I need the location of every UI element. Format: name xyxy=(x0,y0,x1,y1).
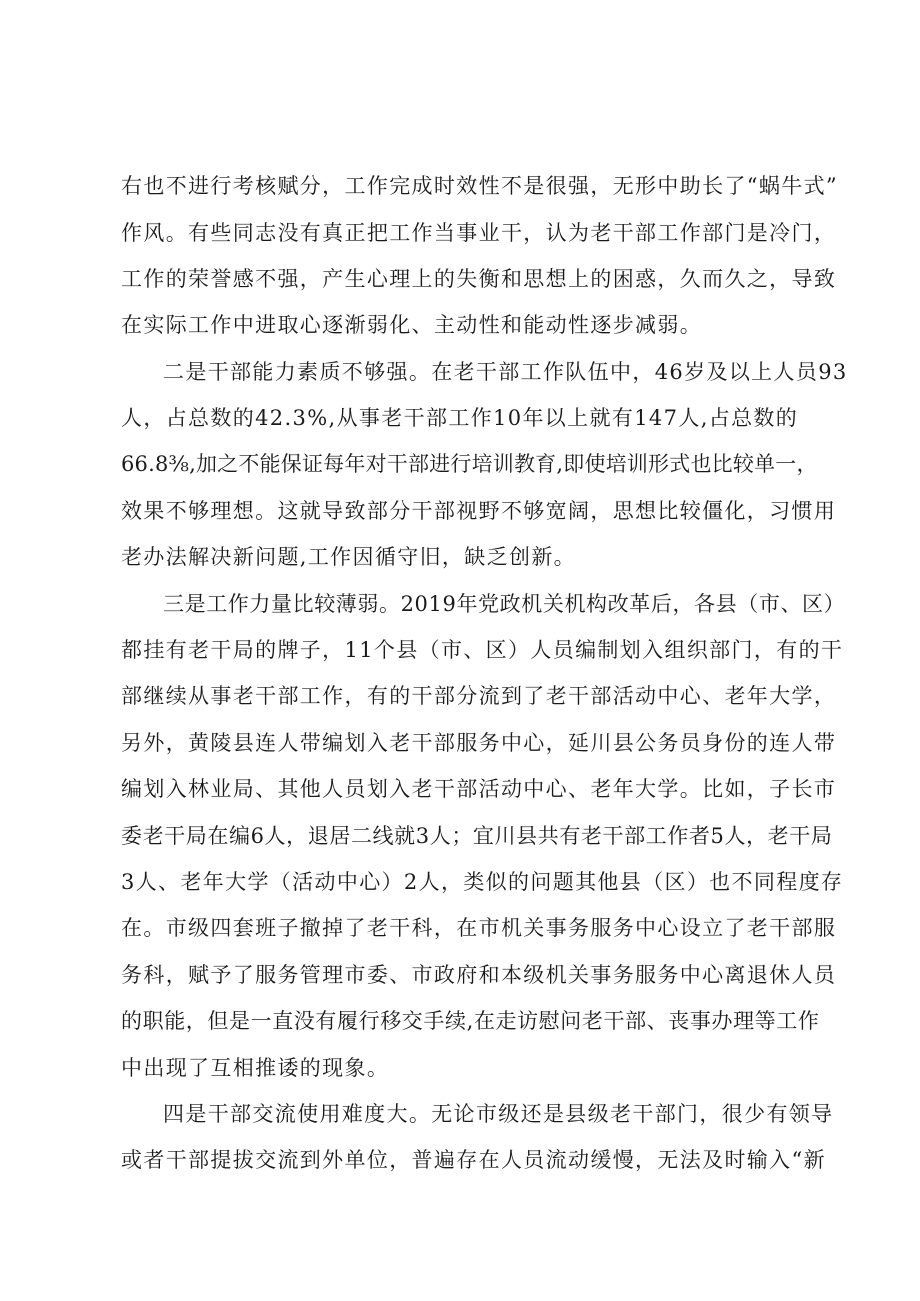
text-line: 或者干部提拔交流到外单位，普遍存在人员流动缓慢，无法及时输入“新 xyxy=(121,1148,826,1172)
text-line: 作风。有些同志没有真正把工作当事业干，认为老干部工作部门是冷门， xyxy=(121,221,837,245)
text-line: 部继续从事老干部工作，有的干部分流到了老干部活动中心、老年大学， xyxy=(121,684,837,708)
text-line: 在实际工作中进取心逐渐弱化、主动性和能动性逐步减弱。 xyxy=(121,313,703,337)
text-line: 都挂有老干局的牌子，11个县（市、区）人员编制划入组织部门，有的干 xyxy=(121,638,844,662)
paragraph-start-line: 三是工作力量比较薄弱。2019年党政机关机构改革后，各县（市、区） xyxy=(163,592,846,616)
text-line: 委老干局在编6人，退居二线就3人；宜川县共有老干部工作者5人，老干局 xyxy=(121,824,833,848)
text-line: 右也不进行考核赋分，工作完成时效性不是很强，无形中助长了“蜗牛式” xyxy=(121,174,839,198)
text-line: 3人、老年大学（活动中心）2人，类似的问题其他县（区）也不同程度存 xyxy=(121,870,844,894)
text-line: 务科，赋予了服务管理市委、市政府和本级机关事务服务中心离退休人员 xyxy=(121,963,837,987)
text-line: 中出现了互相推诿的现象。 xyxy=(121,1056,390,1080)
text-line: 另外，黄陵县连人带编划入老干部服务中心，延川县公务员身份的连人带 xyxy=(121,731,837,755)
text-line: 66.8⅜,加之不能保证每年对干部进行培训教育,即使培训形式也比较单一， xyxy=(121,452,818,476)
text-line: 人，占总数的42.3%,从事老干部工作10年以上就有147人,占总数的 xyxy=(121,406,799,430)
text-line: 效果不够理想。这就导致部分干部视野不够宽阔，思想比较僵化，习惯用 xyxy=(121,499,837,523)
text-line: 工作的荣誉感不强，产生心理上的失衡和思想上的困惑，久而久之，导致 xyxy=(121,267,837,291)
paragraph-start-line: 四是干部交流使用难度大。无论市级还是县级老干部门，很少有领导 xyxy=(163,1102,834,1126)
text-line: 老办法解决新问题,工作因循守旧，缺乏创新。 xyxy=(121,545,577,569)
text-line: 的职能，但是一直没有履行移交手续,在走访慰问老干部、丧事办理等工作 xyxy=(121,1009,820,1033)
paragraph-start-line: 二是干部能力素质不够强。在老干部工作队伍中，46岁及以上人员93 xyxy=(163,360,848,384)
text-line: 编划入林业局、其他人员划入老干部活动中心、老年大学。比如，子长市 xyxy=(121,777,837,801)
text-line: 在。市级四套班子撤掉了老干科，在市机关事务服务中心设立了老干部服 xyxy=(121,916,837,940)
